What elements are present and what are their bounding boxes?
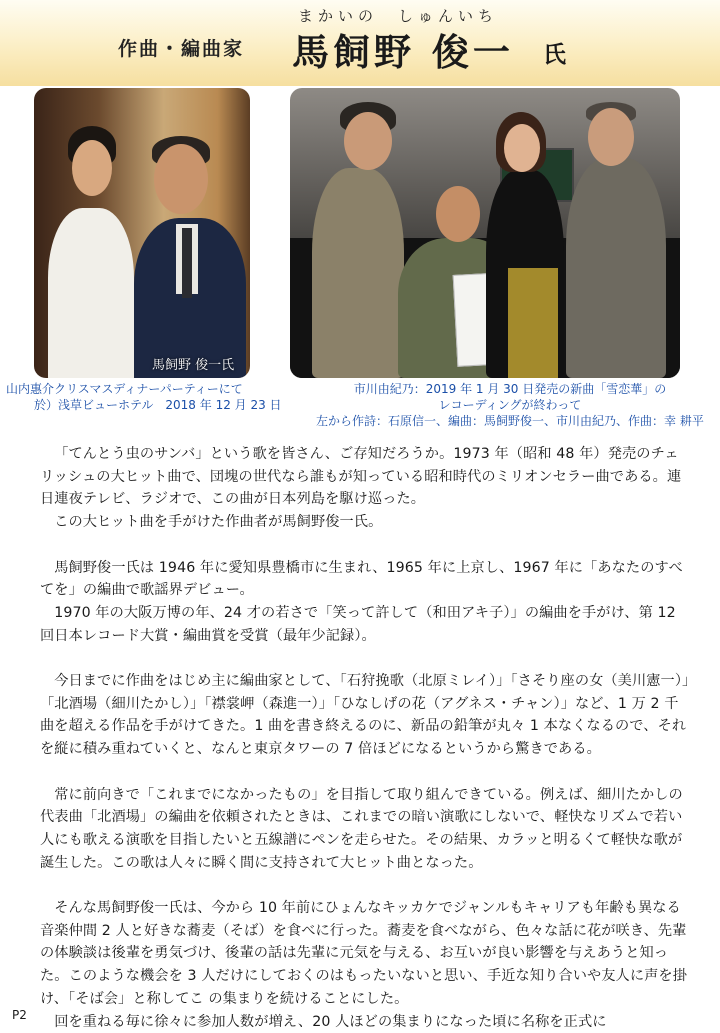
paragraph: この大ヒット曲を手がけた作曲者が馬飼野俊一氏。 [54, 514, 383, 531]
role-label: 作曲・編曲家 [118, 38, 245, 60]
name-reading: まかいの しゅんいち [298, 7, 499, 25]
paragraph: 「てんとう虫のサンバ」という歌を皆さん、ご存知だろうか。1973 年（昭和 48 年）発売のチェリッシュの大ヒット曲で、団塊の世代なら誰もが知っている昭和時代のミリオンセラー曲である。連日連夜テレビ、ラジオで、この曲が日本列島を駆け巡った。 [40, 446, 682, 508]
honorific: 氏 [543, 41, 566, 68]
photo-name-label: 馬飼野 俊一氏 [152, 358, 235, 373]
paragraph: 常に前向きで「これまでになかったもの」を目指して取り組んできている。例えば、細川たかしの代表曲「北酒場」の編曲を依頼されたときは、これまでの暗い演歌にしないで、軽快なリズムで若い人にも歌える演歌を目指したいと五線譜にペンを走らせた。その結果、カラッと明るくて軽快な歌が誕生した。この歌は人々に瞬く間に支持されて大ヒット曲となった。 [40, 786, 683, 871]
paragraph: 今日までに作曲をはじめ主に編曲家として、「石狩挽歌（北原ミレイ）」「さそり座の女（美川憲一）」「北酒場（細川たかし）」「襟裳岬（森進一）」「ひなしげの花（アグネス・チャン）」など、1 万 2 千曲を超える作品を手がけてきた。1 曲を書き終えるのに、新品の鉛筆が丸々 1 本なくなるので、それを縦に積み重ねていくと、なんと東京タワーの 7 倍ほどになるというから驚きである。 [40, 673, 690, 758]
paragraph: そんな馬飼野俊一氏は、今から 10 年前にひょんなキッカケでジャンルもキャリアも年齢も異なる 音楽仲間 2 人と好きな蕎麦（そば）を食べに行った。蕎麦を食べながら、色々な話に花が咲き、先輩の体験談は後輩を勇気づけ、後輩の話は先輩に元気を与える、お互いが良い影響を与えあうと知った。このような機会を 3 人だけにしておくのはもったいないと思い、手近な知り合いや友人に声を掛け、「そば会」と称してこ の集まりを続けることにした。 [40, 900, 687, 1007]
caption-right-line2: レコーディングが終わって [438, 398, 582, 412]
caption-right-line3: 左から作詩：石原信一、編曲：馬飼野俊一、市川由紀乃、作曲：幸 耕平 [316, 414, 704, 428]
photo-recording-studio [290, 88, 680, 378]
caption-left [6, 381, 282, 413]
page-number: P2 [12, 1008, 27, 1022]
caption-left-line2: 於）浅草ビューホテル 2018 年 12 月 23 日 [34, 398, 282, 412]
paragraph: 1970 年の大阪万博の年、24 才の若さで「笑って許して（和田アキ子）」の編曲を手がけ、第 12 回日本レコード大賞・編曲賞を受賞（最年少記録）。 [40, 604, 676, 644]
caption-right [316, 381, 704, 429]
caption-left-line1: 山内惠介クリスマスディナーパーティーにて [6, 382, 243, 396]
photo-christmas-party [34, 88, 250, 378]
person-name: 馬飼野 俊一 [292, 30, 514, 74]
article-body [40, 443, 690, 1033]
title-banner [0, 0, 720, 86]
paragraph: 馬飼野俊一氏は 1946 年に愛知県豊橋市に生まれ、1965 年に上京し、1967 年に「あなたのすべてを」の編曲で歌謡界デビュー。 [40, 559, 683, 599]
paragraph: 回を重ねる毎に徐々に参加人数が増え、20 人ほどの集まりになった頃に名称を正式に [54, 1013, 607, 1030]
caption-right-line1: 市川由紀乃：2019 年 1 月 30 日発売の新曲「雪恋華」の [353, 382, 667, 396]
